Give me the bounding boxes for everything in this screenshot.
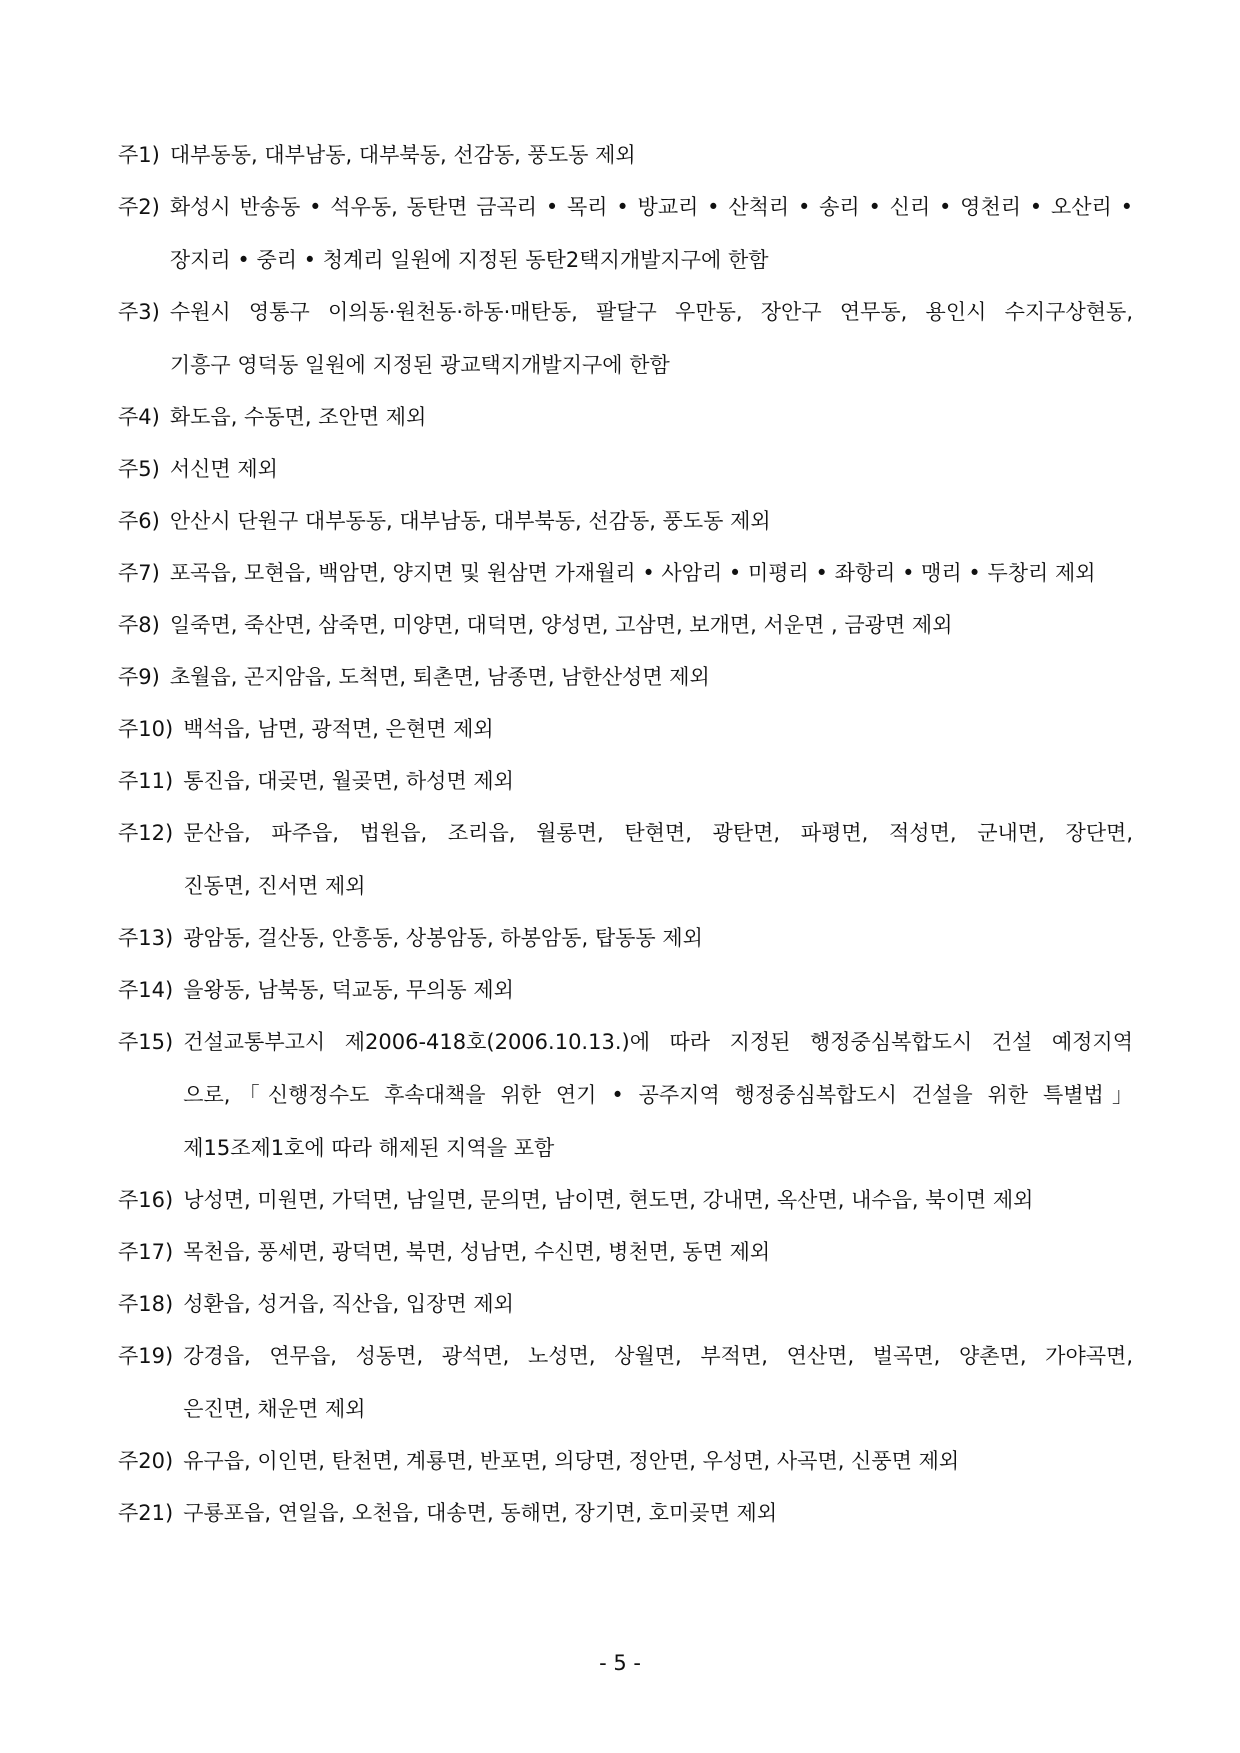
footnote-text [183,921,1133,955]
footnote-label: 주5) [118,457,160,481]
footnote-item [118,1183,1133,1217]
footnote-line: 유구읍, 이인면, 탄천면, 계룡면, 반포면, 의당면, 정안면, 우성면, 사곡면, 신풍면 제외 [183,1449,960,1473]
footnote-label: 주7) [118,561,160,585]
footnote-text [183,1444,1133,1478]
footnote-text [183,1339,1133,1426]
footnote-line: 은진면, 채운면 제외 [183,1397,366,1421]
footnote-line: 광암동, 걸산동, 안흥동, 상봉암동, 하봉암동, 탑동동 제외 [183,926,703,950]
footnote-line: 일죽면, 죽산면, 삼죽면, 미양면, 대덕면, 양성면, 고삼면, 보개면, 서운면 , 금광면 제외 [169,613,953,637]
footnote-line: 문산읍, 파주읍, 법원읍, 조리읍, 월롱면, 탄현면, 광탄면, 파평면, 적성면, 군내면, 장단면, [183,821,1133,845]
footnote-line: 안산시 단원구 대부동동, 대부남동, 대부북동, 선감동, 풍도동 제외 [169,509,771,533]
footnote-line: 낭성면, 미원면, 가덕면, 남일면, 문의면, 남이면, 현도면, 강내면, 옥산면, 내수읍, 북이면 제외 [183,1188,1034,1212]
footnote-label: 주8) [118,613,160,637]
footnote-label: 주18) [118,1292,174,1316]
footnote-item [118,190,1133,277]
footnote-line: 장지리 • 중리 • 청계리 일원에 지정된 동탄2택지개발지구에 한함 [169,248,769,272]
footnote-text [183,712,1133,746]
footnote-label: 주1) [118,143,160,167]
footnote-item [118,816,1133,903]
footnote-item [118,556,1133,590]
footnote-item [118,1235,1133,1269]
footnote-line: 제15조제1호에 따라 해제된 지역을 포함 [183,1136,555,1160]
footnote-line: 통진읍, 대곶면, 월곶면, 하성면 제외 [183,769,514,793]
footnote-item [118,1287,1133,1321]
footnote-list [118,138,1133,1548]
footnote-item [118,504,1133,538]
footnote-label: 주4) [118,405,160,429]
footnote-label: 주13) [118,926,174,950]
footnote-text [170,452,1133,486]
footnote-item [118,1025,1133,1165]
footnote-item [118,973,1133,1007]
footnote-item [118,452,1133,486]
footnote-line: 포곡읍, 모현읍, 백암면, 양지면 및 원삼면 가재월리 • 사암리 • 미평리 • 좌항리 • 맹리 • 두창리 제외 [169,561,1096,585]
footnote-line: 서신면 제외 [169,457,278,481]
footnote-line: 구룡포읍, 연일읍, 오천읍, 대송면, 동해면, 장기면, 호미곶면 제외 [183,1501,778,1525]
footnote-text [183,1235,1133,1269]
footnote-item [118,712,1133,746]
footnote-label: 주2) [118,195,160,219]
footnote-item [118,1496,1133,1530]
footnote-text [183,1025,1133,1165]
footnote-text [170,190,1133,277]
footnote-text [170,556,1133,590]
footnote-item [118,608,1133,642]
footnote-item [118,764,1133,798]
footnote-line: 성환읍, 성거읍, 직산읍, 입장면 제외 [183,1292,514,1316]
footnote-line: 강경읍, 연무읍, 성동면, 광석면, 노성면, 상월면, 부적면, 연산면, 벌곡면, 양촌면, 가야곡면, [183,1344,1133,1368]
footnote-line: 목천읍, 풍세면, 광덕면, 북면, 성남면, 수신면, 병천면, 동면 제외 [183,1240,771,1264]
footnote-text [170,608,1133,642]
footnote-line: 진동면, 진서면 제외 [183,874,366,898]
footnote-text [183,816,1133,903]
footnote-label: 주19) [118,1344,174,1368]
footnote-text [170,660,1133,694]
footnote-item [118,138,1133,172]
footnote-text [183,764,1133,798]
footnote-label: 주20) [118,1449,174,1473]
footnote-text [183,973,1133,1007]
footnote-line: 대부동동, 대부남동, 대부북동, 선감동, 풍도동 제외 [169,143,636,167]
footnote-label: 주10) [118,717,174,741]
footnote-item [118,295,1133,382]
footnote-line: 을왕동, 남북동, 덕교동, 무의동 제외 [183,978,514,1002]
footnote-text [183,1287,1133,1321]
footnote-line: 화도읍, 수동면, 조안면 제외 [169,405,427,429]
footnote-item [118,660,1133,694]
footnote-label: 주21) [118,1501,174,1525]
footnote-label: 주15) [118,1030,174,1054]
footnote-label: 주16) [118,1188,174,1212]
footnote-item [118,400,1133,434]
footnote-line: 건설교통부고시 제2006-418호(2006.10.13.)에 따라 지정된 행정중심복합도시 건설 예정지역 [183,1030,1133,1054]
footnote-label: 주6) [118,509,160,533]
footnote-label: 주17) [118,1240,174,1264]
footnote-line: 백석읍, 남면, 광적면, 은현면 제외 [183,717,494,741]
footnote-item [118,921,1133,955]
footnote-text [170,504,1133,538]
footnote-text [170,295,1133,382]
footnote-text [183,1496,1133,1530]
footnote-item [118,1444,1133,1478]
footnote-text [183,1183,1133,1217]
footnote-label: 주9) [118,665,160,689]
footnote-item [118,1339,1133,1426]
footnote-text [170,138,1133,172]
footnote-text [170,400,1133,434]
footnote-label: 주3) [118,300,160,324]
footnote-line: 화성시 반송동 • 석우동, 동탄면 금곡리 • 목리 • 방교리 • 산척리 • 송리 • 신리 • 영천리 • 오산리 • [169,195,1133,219]
footnote-line: 수원시 영통구 이의동·원천동·하동·매탄동, 팔달구 우만동, 장안구 연무동, 용인시 수지구상현동, [169,300,1133,324]
footnote-line: 으로,「신행정수도 후속대책을 위한 연기 • 공주지역 행정중심복합도시 건설을 위한 특별법」 [183,1083,1133,1107]
footnote-label: 주11) [118,769,174,793]
footnote-line: 초월읍, 곤지암읍, 도척면, 퇴촌면, 남종면, 남한산성면 제외 [169,665,710,689]
footnote-label: 주14) [118,978,174,1002]
footnote-line: 기흥구 영덕동 일원에 지정된 광교택지개발지구에 한함 [169,353,670,377]
footnote-label: 주12) [118,821,174,845]
page-number: - 5 - [599,1651,641,1675]
